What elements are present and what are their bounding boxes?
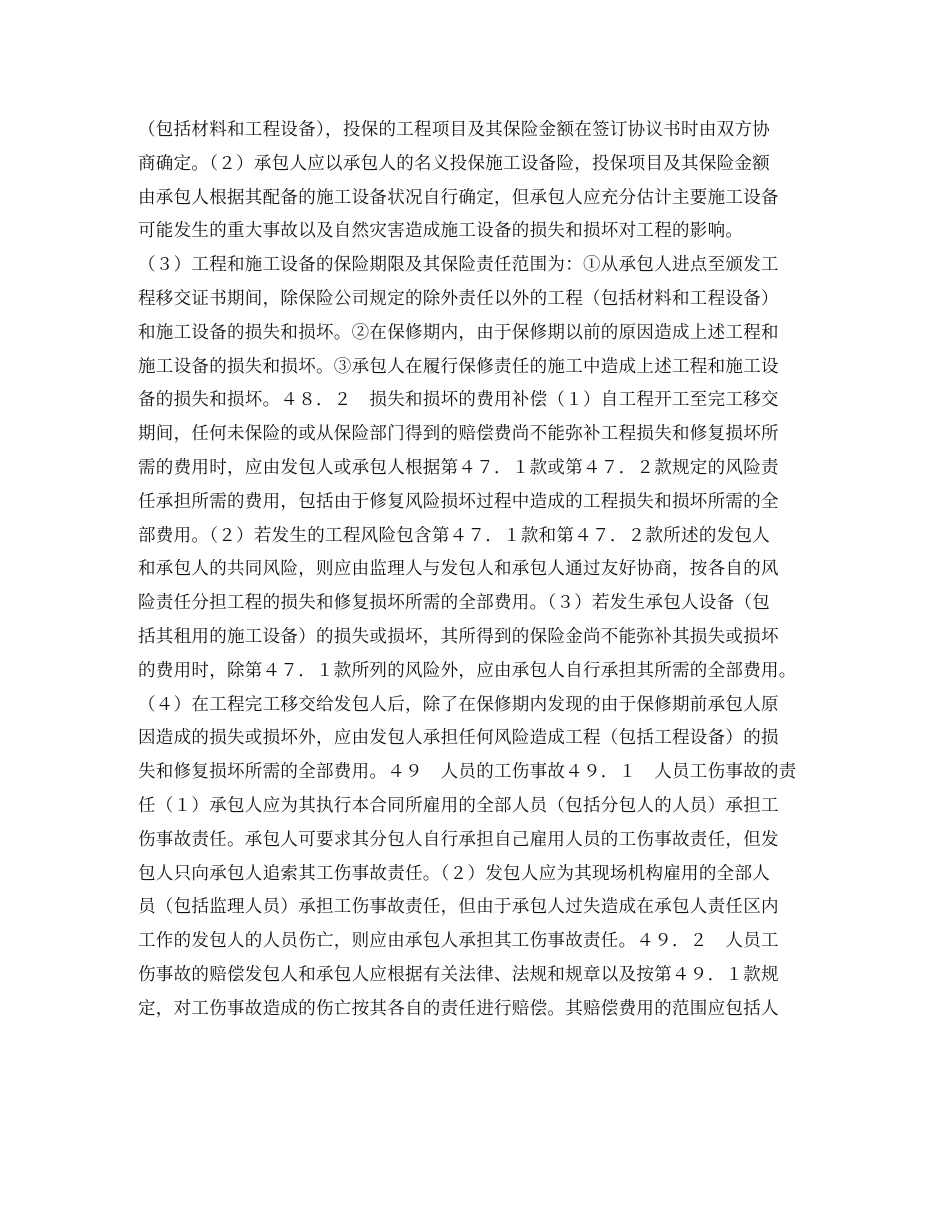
text-line: 伤事故责任。承包人可要求其分包人自行承担自己雇用人员的工伤事故责任，但发 [138,829,779,850]
text-line: 工作的发包人的人员伤亡，则应由承包人承担其工伤事故责任。４９．２ 人员工 [138,931,779,952]
text-line: 由承包人根据其配备的施工设备状况自行确定，但承包人应充分估计主要施工设备 [138,187,779,208]
text-line: 可能发生的重大事故以及自然灾害造成施工设备的损失和损坏对工程的影响。 [138,221,744,242]
text-line: 员（包括监理人员）承担工伤事故责任，但由于承包人过失造成在承包人责任区内 [138,897,779,918]
text-line: （３）工程和施工设备的保险期限及其保险责任范围为：①从承包人进点至颁发工 [138,255,779,276]
text-line: 程移交证书期间，除保险公司规定的除外责任以外的工程（包括材料和工程设备） [138,288,779,309]
text-line: 伤事故的赔偿发包人和承包人应根据有关法律、法规和规章以及按第４９．１款规 [138,964,779,985]
text-line: 商确定。（２）承包人应以承包人的名义投保施工设备险，投保项目及其保险金额 [138,153,771,174]
text-line: 任（１）承包人应为其执行本合同所雇用的全部人员（包括分包人的人员）承担工 [138,795,779,816]
text-line: 期间，任何未保险的或从保险部门得到的赔偿费尚不能弥补工程损失和修复损坏所 [138,424,779,445]
text-line: （４）在工程完工移交给发包人后，除了在保修期内发现的由于保修期前承包人原 [138,694,779,715]
text-line: 失和修复损坏所需的全部费用。４９ 人员的工伤事故４９．１ 人员工伤事故的责 [138,762,797,783]
text-line: 的费用时，除第４７．１款所列的风险外，应由承包人自行承担其所需的全部费用。 [138,660,797,681]
text-line: 任承担所需的费用，包括由于修复风险损坏过程中造成的工程损失和损坏所需的全 [138,491,779,512]
text-line: （包括材料和工程设备），投保的工程项目及其保险金额在签订协议书时由双方协 [138,120,771,140]
text-line: 定，对工伤事故造成的伤亡按其各自的责任进行赔偿。其赔偿费用的范围应包括人 [138,998,779,1019]
body-text [138,114,828,1027]
text-line: 需的费用时，应由发包人或承包人根据第４７．１款或第４７．２款规定的风险责 [138,457,779,478]
text-line: 包人只向承包人追索其工伤事故责任。（２）发包人应为其现场机构雇用的全部人 [138,863,771,884]
text-line: 部费用。（２）若发生的工程风险包含第４７．１款和第４７．２款所述的发包人 [138,525,771,546]
text-line: 因造成的损失或损坏外，应由发包人承担任何风险造成工程（包括工程设备）的损 [138,728,779,749]
text-line: 备的损失和损坏。４８．２ 损失和损坏的费用补偿（１）自工程开工至完工移交 [138,390,779,411]
text-line: 施工设备的损失和损坏。③承包人在履行保修责任的施工中造成上述工程和施工设 [138,356,779,377]
text-line: 和承包人的共同风险，则应由监理人与发包人和承包人通过友好协商，按各自的风 [138,559,779,580]
text-line: 和施工设备的损失和损坏。②在保修期内，由于保修期以前的原因造成上述工程和 [138,322,779,343]
text-line: 括其租用的施工设备）的损失或损坏，其所得到的保险金尚不能弥补其损失或损坏 [138,626,779,647]
text-line: 险责任分担工程的损失和修复损坏所需的全部费用。（３）若发生承包人设备（包 [138,593,771,614]
